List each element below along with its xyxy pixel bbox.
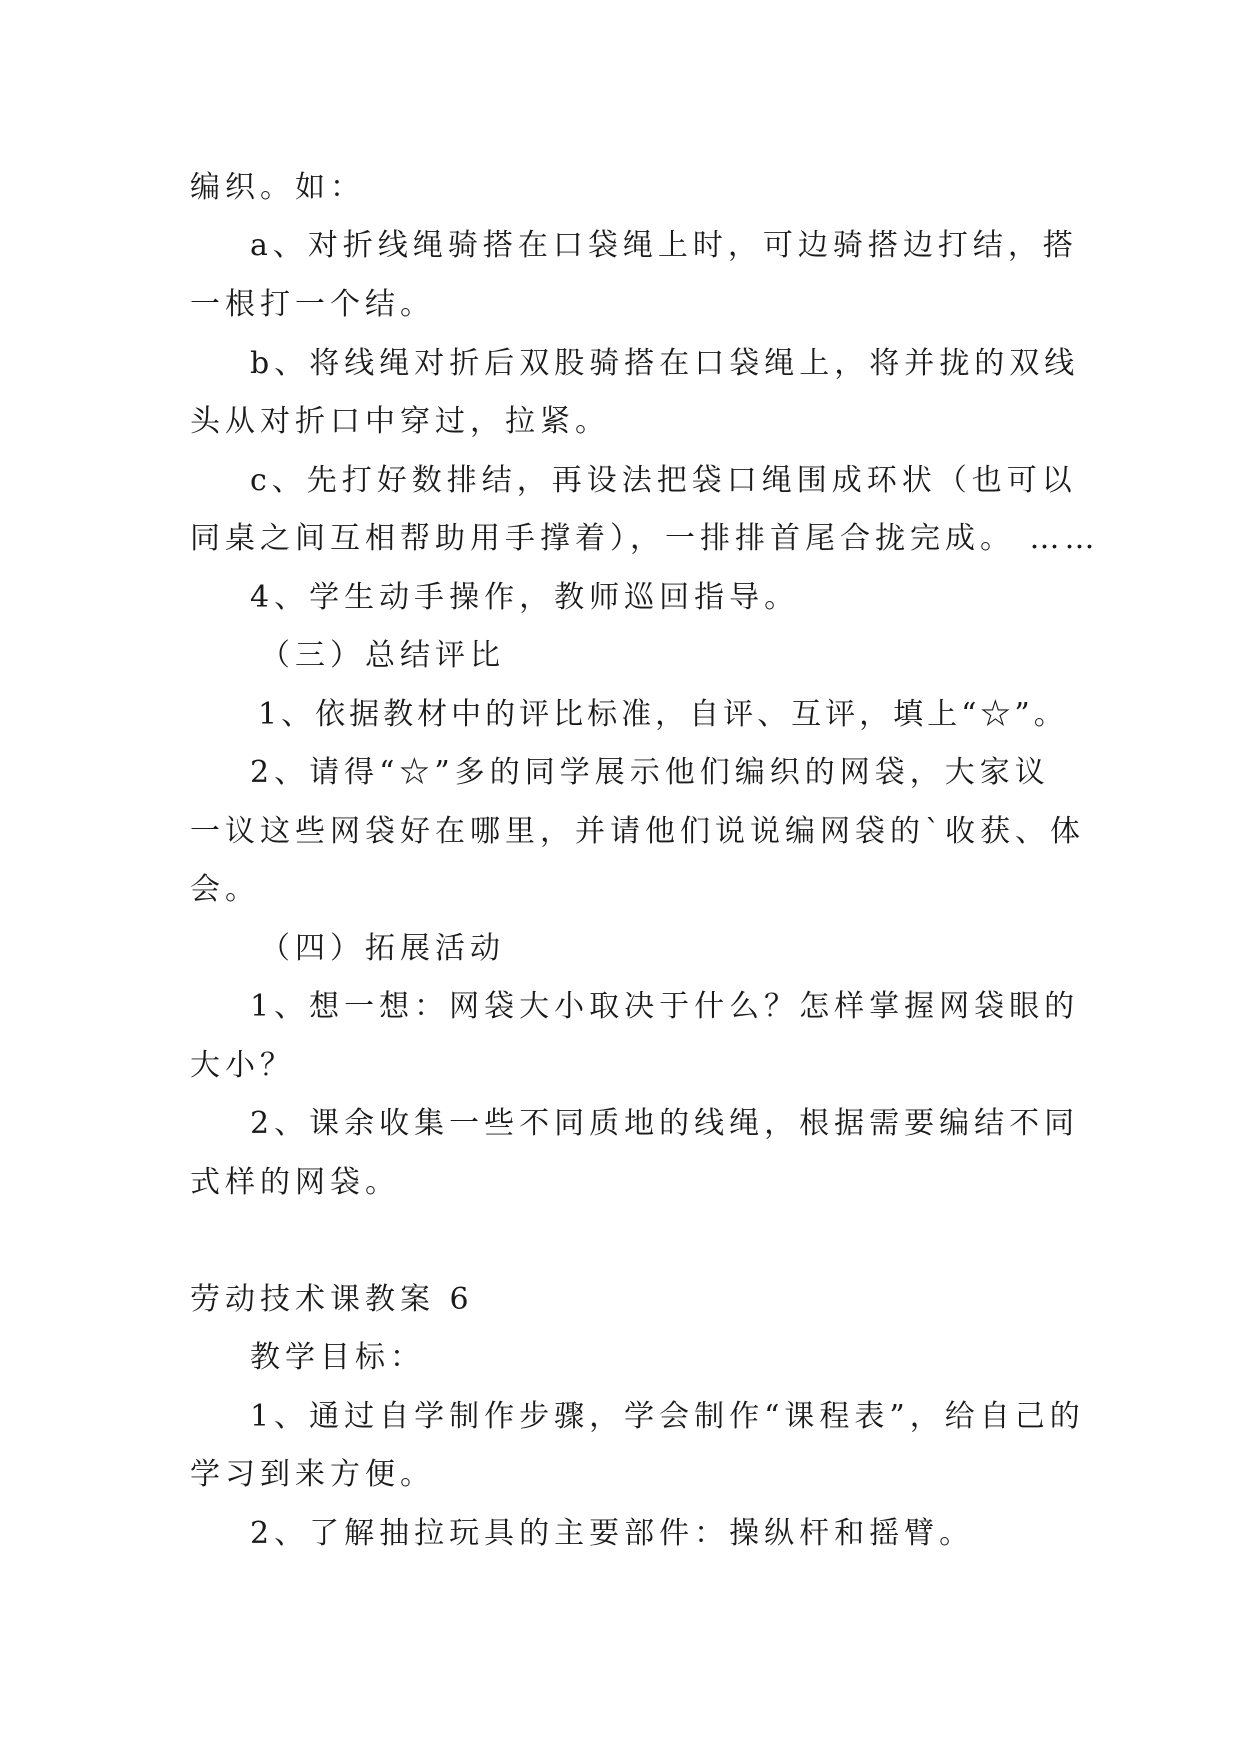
- paragraph-line: c、先打好数排结，再设法把袋口绳围成环状（也可以: [250, 463, 1077, 498]
- paragraph-line: 2、了解抽拉玩具的主要部件：操纵杆和摇臂。: [250, 1516, 975, 1551]
- paragraph-line: 1、想一想：网袋大小取决于什么？怎样掌握网袋眼的: [250, 989, 1080, 1024]
- paragraph-line: 一议这些网袋好在哪里，并请他们说说编网袋的`收获、体: [190, 814, 1085, 849]
- paragraph-line: b、将线绳对折后双股骑搭在口袋绳上，将并拢的双线: [250, 346, 1080, 381]
- paragraph-line: 2、请得“☆”多的同学展示他们编织的网袋，大家议: [250, 755, 1050, 790]
- document-title: 劳动技术课教案 6: [190, 1282, 474, 1317]
- paragraph-line: 编织。如：: [190, 170, 365, 205]
- paragraph-line: a、对折线绳骑搭在口袋绳上时，可边骑搭边打结，搭: [250, 228, 1078, 263]
- paragraph-line: 大小？: [190, 1048, 295, 1083]
- paragraph-line: 1、依据教材中的评比标准，自评、互评，填上“☆”。: [258, 697, 1068, 732]
- section-heading: （三）总结评比: [260, 638, 505, 673]
- paragraph-line: 式样的网袋。: [190, 1165, 400, 1200]
- paragraph-line: 会。: [190, 872, 260, 907]
- paragraph-line: 教学目标：: [250, 1340, 425, 1375]
- paragraph-line: 2、课余收集一些不同质地的线绳，根据需要编结不同: [250, 1106, 1080, 1141]
- paragraph-line: 一根打一个结。: [190, 287, 435, 322]
- paragraph-line: 同桌之间互相帮助用手撑着），一排排首尾合拢完成。 ……: [190, 521, 1100, 556]
- section-heading: （四）拓展活动: [260, 931, 505, 966]
- paragraph-line: 头从对折口中穿过，拉紧。: [190, 404, 610, 439]
- paragraph-line: 学习到来方便。: [190, 1457, 435, 1492]
- paragraph-line: 4、学生动手操作，教师巡回指导。: [250, 580, 800, 615]
- paragraph-line: 1、通过自学制作步骤，学会制作“课程表”，给自己的: [250, 1399, 1085, 1434]
